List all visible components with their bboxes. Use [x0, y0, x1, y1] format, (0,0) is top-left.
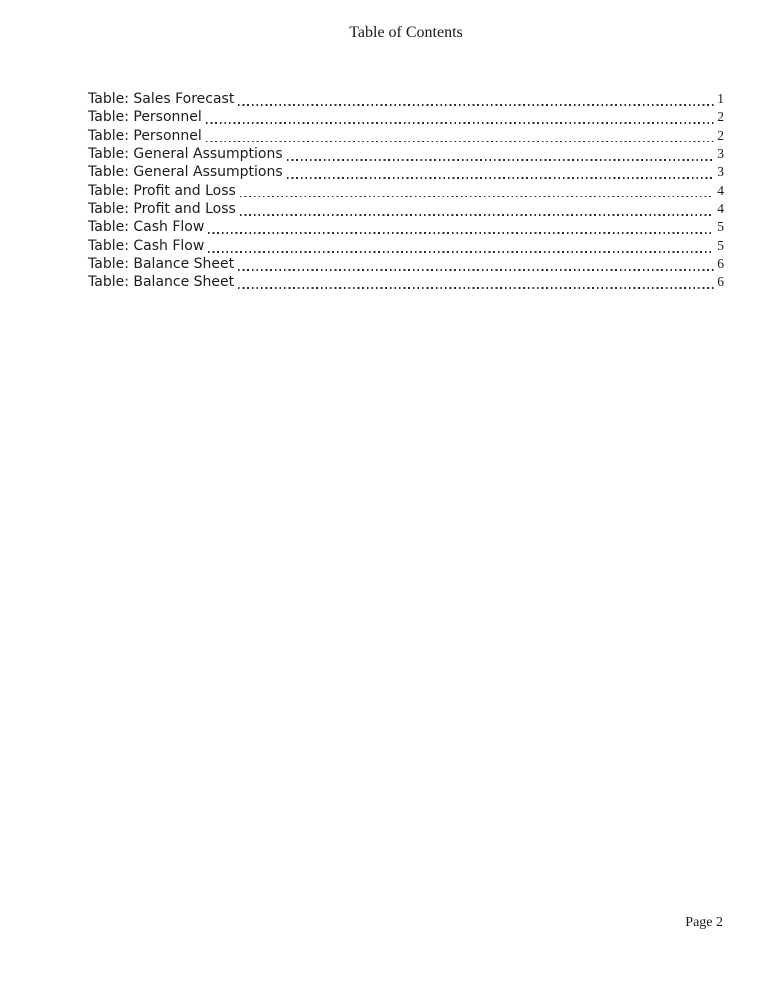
- toc-entry: [88, 238, 724, 256]
- toc-entry-page-number: 5: [717, 219, 724, 235]
- toc-entry: [88, 256, 724, 274]
- toc-entry: [88, 128, 724, 146]
- toc-entry-page-number: 4: [717, 182, 724, 198]
- toc-entry-label: Table: Balance Sheet: [88, 256, 235, 273]
- toc-entry: [88, 91, 724, 109]
- toc-entry-page-number: 3: [717, 146, 724, 162]
- toc-entry-page-number: 6: [717, 256, 724, 272]
- toc-entry-page-number: 4: [717, 201, 724, 217]
- dot-leader: [208, 232, 714, 234]
- page-title: Table of Contents: [349, 24, 463, 41]
- toc-entry-page-number: 3: [717, 164, 724, 180]
- toc-entry: [88, 164, 724, 182]
- dot-leader: [238, 104, 714, 106]
- dot-leader: [238, 287, 714, 289]
- toc-entry-label: Table: Profit and Loss: [88, 201, 236, 218]
- toc-entry-label: Table: General Assumptions: [88, 164, 283, 181]
- dot-leader: [287, 177, 715, 179]
- toc-entry: [88, 274, 724, 292]
- toc-entry-label: Table: Balance Sheet: [88, 274, 235, 291]
- toc-entry-page-number: 5: [717, 237, 724, 253]
- toc-entry: [88, 146, 724, 164]
- toc-entry-page-number: 6: [717, 274, 724, 290]
- toc-entry-label: Table: Cash Flow: [88, 237, 205, 254]
- toc-entry: [88, 219, 724, 237]
- toc-entry: [88, 201, 724, 219]
- toc-entry: [88, 109, 724, 127]
- dot-leader: [206, 122, 714, 124]
- dot-leader: [238, 269, 714, 271]
- toc-entry: [88, 183, 724, 201]
- dot-leader: [240, 196, 714, 198]
- dot-leader: [208, 251, 714, 253]
- toc-entry-label: Table: Personnel: [88, 127, 202, 144]
- toc-entry-label: Table: Profit and Loss: [88, 182, 236, 199]
- toc-entry-label: Table: Personnel: [88, 109, 202, 126]
- dot-leader: [206, 141, 714, 143]
- footer-page-number: Page 2: [685, 915, 723, 930]
- toc-entry-label: Table: Sales Forecast: [88, 91, 235, 107]
- toc-entry-page-number: 1: [717, 91, 724, 106]
- toc-list: [88, 91, 724, 293]
- toc-entry-label: Table: Cash Flow: [88, 219, 205, 236]
- toc-entry-page-number: 2: [717, 127, 724, 143]
- toc-entry-page-number: 2: [717, 109, 724, 125]
- toc-entry-label: Table: General Assumptions: [88, 146, 283, 163]
- dot-leader: [240, 214, 714, 216]
- dot-leader: [287, 159, 715, 161]
